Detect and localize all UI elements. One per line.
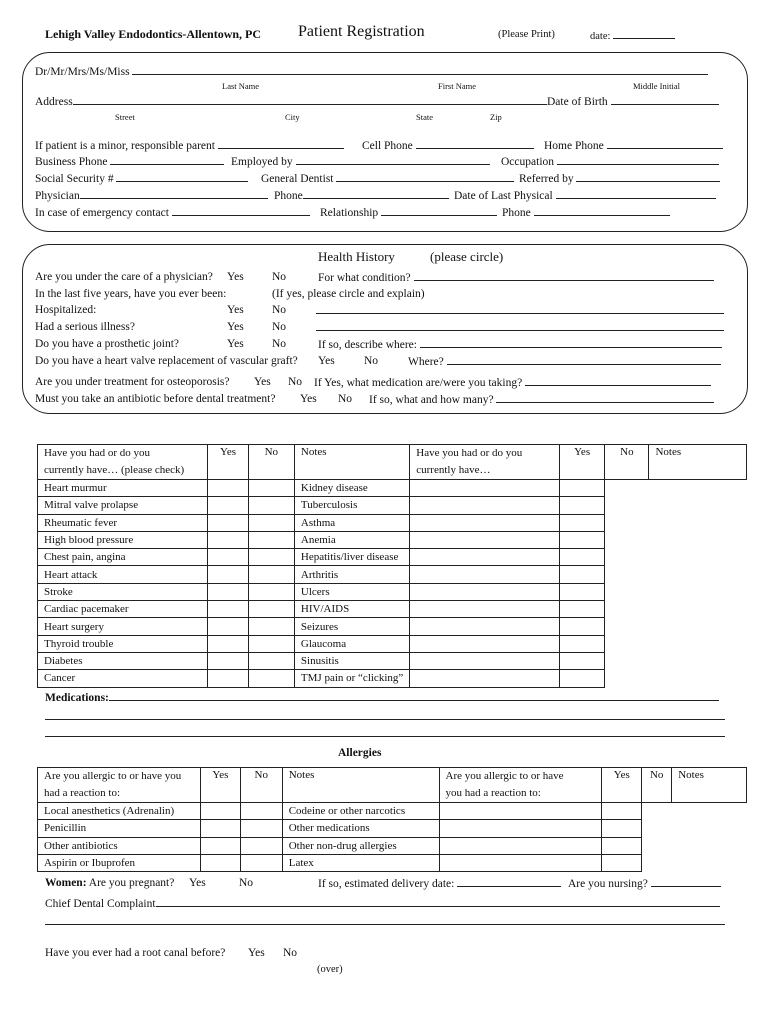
conditions-right-header-line1: Have you had or do you	[416, 447, 523, 459]
condition-no-cell[interactable]	[248, 531, 294, 548]
condition-no-cell[interactable]	[559, 514, 604, 531]
chief-complaint-label: Chief Dental Complaint	[45, 898, 156, 910]
condition-label: Glaucoma	[294, 635, 409, 652]
q-hospitalized-yes[interactable]: Yes	[227, 304, 244, 316]
q-osteo-medication-label: If Yes, what medication are/were you taking?	[314, 377, 523, 389]
condition-no-cell[interactable]	[248, 601, 294, 618]
condition-label: HIV/AIDS	[294, 601, 409, 618]
condition-yes-cell[interactable]	[208, 583, 249, 600]
condition-yes-cell[interactable]	[410, 670, 560, 687]
allergy-label: Codeine or other narcotics	[282, 803, 439, 820]
allergy-label: Other medications	[282, 820, 439, 837]
name-label: Dr/Mr/Mrs/Ms/Miss	[35, 66, 130, 78]
condition-no-cell[interactable]	[559, 635, 604, 652]
condition-yes-cell[interactable]	[208, 670, 249, 687]
condition-label: Stroke	[38, 583, 208, 600]
street-caption: Street	[115, 112, 135, 122]
general-dentist-label: General Dentist	[261, 173, 334, 185]
delivery-date-field[interactable]	[318, 877, 561, 890]
allergies-right-notes[interactable]: Notes	[672, 768, 747, 803]
last-physical-label: Date of Last Physical	[454, 190, 553, 202]
allergies-left-header-line1: Are you allergic to or have you	[44, 770, 182, 782]
conditions-no-header: No	[248, 445, 294, 480]
business-phone-field[interactable]	[35, 155, 224, 168]
nursing-label: Are you nursing?	[568, 878, 648, 890]
q-condition-label: For what condition?	[318, 272, 411, 284]
condition-yes-cell[interactable]	[410, 601, 560, 618]
condition-no-cell[interactable]	[248, 652, 294, 669]
print-note: (Please Print)	[498, 29, 555, 40]
allergies-no-header: No	[240, 768, 282, 803]
condition-yes-cell[interactable]	[208, 549, 249, 566]
allergy-yes-cell[interactable]	[200, 803, 240, 820]
relationship-label: Relationship	[320, 207, 379, 219]
condition-no-cell[interactable]	[559, 618, 604, 635]
allergy-yes-cell[interactable]	[439, 803, 602, 820]
chief-complaint-field[interactable]	[45, 897, 720, 910]
q-last-five-years: In the last five years, have you ever been:	[35, 288, 227, 300]
root-canal-no[interactable]: No	[283, 947, 298, 959]
condition-no-cell[interactable]	[559, 652, 604, 669]
condition-yes-cell[interactable]	[208, 497, 249, 514]
allergy-yes-cell[interactable]	[200, 854, 240, 871]
zip-caption: Zip	[490, 112, 502, 122]
occupation-field[interactable]	[501, 155, 719, 168]
q-antibiotic-what[interactable]	[369, 393, 714, 406]
condition-label: Arthritis	[294, 566, 409, 583]
table-row	[38, 497, 747, 514]
condition-label: Anemia	[294, 531, 409, 548]
condition-no-cell[interactable]	[248, 549, 294, 566]
physician-field[interactable]	[35, 189, 268, 202]
dob-label: Date of Birth	[547, 96, 608, 108]
q-osteo-yes[interactable]: Yes	[254, 376, 271, 388]
table-row	[38, 820, 747, 837]
table-row	[38, 803, 747, 820]
allergies-right-header	[439, 768, 602, 803]
emergency-phone-field[interactable]	[502, 206, 670, 219]
employed-by-field[interactable]	[231, 155, 490, 168]
q-osteo-medication[interactable]	[314, 376, 711, 389]
condition-no-cell[interactable]	[248, 635, 294, 652]
q-prosthetic-where[interactable]	[318, 338, 722, 351]
allergy-yes-cell[interactable]	[439, 820, 602, 837]
condition-no-cell[interactable]	[559, 531, 604, 548]
conditions-table	[37, 444, 747, 688]
allergy-no-cell[interactable]	[602, 820, 642, 837]
physician-phone-field[interactable]	[274, 189, 449, 202]
nursing-field[interactable]	[568, 877, 721, 890]
q-illness-yes[interactable]: Yes	[227, 321, 244, 333]
table-row	[38, 583, 747, 600]
q-valve-where[interactable]	[408, 355, 721, 368]
condition-yes-cell[interactable]	[208, 635, 249, 652]
name-field[interactable]	[35, 65, 708, 78]
condition-no-cell[interactable]	[248, 497, 294, 514]
q-physician-yes[interactable]: Yes	[227, 271, 244, 283]
conditions-right-no-header: No	[605, 445, 649, 480]
condition-label: TMJ pain or “clicking”	[294, 670, 409, 687]
conditions-right-notes[interactable]: Notes	[649, 445, 747, 480]
q-antibiotic-yes[interactable]: Yes	[300, 393, 317, 405]
allergies-right-no-header: No	[642, 768, 672, 803]
q-antibiotic-no[interactable]: No	[338, 393, 353, 405]
root-canal-yes[interactable]: Yes	[248, 947, 265, 959]
delivery-date-label: If so, estimated delivery date:	[318, 878, 455, 890]
table-row	[38, 549, 747, 566]
pregnant-no[interactable]: No	[239, 877, 254, 889]
condition-yes-cell[interactable]	[208, 601, 249, 618]
condition-label: Hepatitis/liver disease	[294, 549, 409, 566]
q-physician-no[interactable]: No	[272, 271, 287, 283]
allergies-left-header-line2: had a reaction to:	[44, 787, 121, 799]
condition-no-cell[interactable]	[559, 480, 604, 497]
condition-yes-cell[interactable]	[208, 618, 249, 635]
employed-by-label: Employed by	[231, 156, 293, 168]
table-row	[38, 652, 747, 669]
referred-by-field[interactable]	[519, 172, 720, 185]
minor-parent-field[interactable]	[35, 139, 344, 152]
condition-label: Rheumatic fever	[38, 514, 208, 531]
condition-no-cell[interactable]	[248, 514, 294, 531]
condition-yes-cell[interactable]	[410, 514, 560, 531]
allergies-table	[37, 767, 747, 872]
condition-label: High blood pressure	[38, 531, 208, 548]
condition-yes-cell[interactable]	[208, 480, 249, 497]
condition-yes-cell[interactable]	[410, 531, 560, 548]
condition-label: Tuberculosis	[294, 497, 409, 514]
condition-no-cell[interactable]	[559, 601, 604, 618]
q-illness-explain[interactable]	[316, 321, 724, 334]
table-row	[38, 566, 747, 583]
business-phone-label: Business Phone	[35, 156, 108, 168]
q-antibiotic-what-label: If so, what and how many?	[369, 394, 494, 406]
condition-no-cell[interactable]	[559, 497, 604, 514]
pregnant-yes[interactable]: Yes	[189, 877, 206, 889]
condition-label: Cardiac pacemaker	[38, 601, 208, 618]
table-row	[38, 635, 747, 652]
medications-label: Medications:	[45, 692, 109, 704]
allergy-label: Latex	[282, 854, 439, 871]
last-name-caption: Last Name	[222, 81, 260, 91]
root-canal-question: Have you ever had a root canal before?	[45, 947, 226, 959]
allergy-yes-cell[interactable]	[439, 837, 602, 854]
ssn-label: Social Security #	[35, 173, 114, 185]
chief-complaint-line-2[interactable]	[45, 915, 725, 928]
address-field[interactable]	[35, 95, 547, 108]
allergy-no-cell[interactable]	[602, 803, 642, 820]
home-phone-field[interactable]	[544, 139, 723, 152]
q-condition-field[interactable]	[318, 271, 714, 284]
condition-yes-cell[interactable]	[208, 566, 249, 583]
address-label: Address	[35, 96, 73, 108]
q-valve-no[interactable]: No	[364, 355, 379, 367]
q-hospitalized-no[interactable]: No	[272, 304, 287, 316]
q-antibiotic: Must you take an antibiotic before dental treatment?	[35, 393, 276, 405]
condition-label: Sinusitis	[294, 652, 409, 669]
q-illness-no[interactable]: No	[272, 321, 287, 333]
medications-line-3[interactable]	[45, 727, 725, 740]
condition-yes-cell[interactable]	[208, 514, 249, 531]
q-hospitalized: Hospitalized:	[35, 304, 97, 316]
allergy-yes-cell[interactable]	[439, 854, 602, 871]
table-row	[38, 514, 747, 531]
allergy-no-cell[interactable]	[240, 803, 282, 820]
q-valve-where-label: Where?	[408, 356, 444, 368]
q-osteoporosis: Are you under treatment for osteoporosis?	[35, 376, 230, 388]
cell-phone-label: Cell Phone	[362, 140, 413, 152]
state-caption: State	[416, 112, 433, 122]
physician-phone-label: Phone	[274, 190, 303, 202]
physician-label: Physician	[35, 190, 80, 202]
allergy-no-cell[interactable]	[240, 837, 282, 854]
medications-field[interactable]	[45, 691, 719, 704]
q-hospitalized-explain[interactable]	[316, 304, 724, 317]
condition-no-cell[interactable]	[248, 566, 294, 583]
table-row	[38, 480, 747, 497]
conditions-right-yes-header: Yes	[559, 445, 604, 480]
conditions-left-header-line1: Have you had or do you	[44, 447, 151, 459]
q-prosthetic: Do you have a prosthetic joint?	[35, 338, 180, 350]
condition-yes-cell[interactable]	[410, 497, 560, 514]
condition-label: Mitral valve prolapse	[38, 497, 208, 514]
allergies-left-header	[38, 768, 201, 803]
conditions-left-notes[interactable]: Notes	[294, 445, 409, 480]
condition-label: Seizures	[294, 618, 409, 635]
medications-line-2[interactable]	[45, 710, 725, 723]
allergy-label: Other antibiotics	[38, 837, 201, 854]
condition-no-cell[interactable]	[248, 480, 294, 497]
page-title: Patient Registration	[298, 23, 425, 40]
allergies-title: Allergies	[338, 747, 382, 759]
date-label: date:	[590, 31, 611, 42]
date-field[interactable]	[590, 29, 675, 42]
conditions-right-header-line2: currently have…	[416, 464, 491, 476]
table-row	[38, 531, 747, 548]
condition-yes-cell[interactable]	[208, 531, 249, 548]
conditions-left-header	[38, 445, 208, 480]
condition-label: Cancer	[38, 670, 208, 687]
allergies-right-header-line1: Are you allergic to or have	[445, 770, 564, 782]
condition-no-cell[interactable]	[559, 549, 604, 566]
allergy-no-cell[interactable]	[602, 854, 642, 871]
pregnant-question: Are you pregnant?	[88, 877, 175, 889]
health-history-title: Health History	[318, 249, 395, 264]
ssn-field[interactable]	[35, 172, 248, 185]
condition-yes-cell[interactable]	[410, 583, 560, 600]
condition-label: Ulcers	[294, 583, 409, 600]
conditions-left-header-line2: currently have… (please check)	[44, 464, 185, 476]
city-caption: City	[285, 112, 300, 122]
condition-yes-cell[interactable]	[410, 652, 560, 669]
condition-no-cell[interactable]	[559, 670, 604, 687]
allergy-label: Penicillin	[38, 820, 201, 837]
allergy-label: Aspirin or Ibuprofen	[38, 854, 201, 871]
condition-yes-cell[interactable]	[410, 549, 560, 566]
allergy-no-cell[interactable]	[602, 837, 642, 854]
q-heart-valve: Do you have a heart valve replacement of vascular graft?	[35, 355, 298, 367]
cell-phone-field[interactable]	[362, 139, 534, 152]
table-row	[38, 837, 747, 854]
practice-name: Lehigh Valley Endodontics-Allentown, PC	[45, 27, 262, 41]
over-note: (over)	[317, 964, 343, 975]
home-phone-label: Home Phone	[544, 140, 604, 152]
allergy-label: Other non-drug allergies	[282, 837, 439, 854]
condition-label: Kidney disease	[294, 480, 409, 497]
q-valve-yes[interactable]: Yes	[318, 355, 335, 367]
table-row	[38, 854, 747, 871]
condition-label: Heart murmur	[38, 480, 208, 497]
emergency-phone-label: Phone	[502, 207, 531, 219]
women-label: Women:	[45, 877, 87, 889]
condition-yes-cell[interactable]	[410, 618, 560, 635]
first-name-caption: First Name	[438, 81, 477, 91]
condition-no-cell[interactable]	[248, 583, 294, 600]
middle-initial-caption: Middle Initial	[633, 81, 680, 91]
condition-label: Heart surgery	[38, 618, 208, 635]
condition-yes-cell[interactable]	[410, 480, 560, 497]
allergies-right-header-line2: you had a reaction to:	[445, 787, 541, 799]
emergency-contact-label: In case of emergency contact	[35, 207, 169, 219]
allergy-yes-cell[interactable]	[200, 837, 240, 854]
condition-no-cell[interactable]	[248, 670, 294, 687]
women-section	[45, 877, 174, 889]
general-dentist-field[interactable]	[261, 172, 514, 185]
condition-no-cell[interactable]	[559, 583, 604, 600]
conditions-yes-header: Yes	[208, 445, 249, 480]
q-serious-illness: Had a serious illness?	[35, 321, 135, 333]
allergies-left-notes[interactable]: Notes	[282, 768, 439, 803]
emergency-contact-field[interactable]	[35, 206, 310, 219]
relationship-field[interactable]	[320, 206, 497, 219]
condition-label: Heart attack	[38, 566, 208, 583]
allergy-label: Local anesthetics (Adrenalin)	[38, 803, 201, 820]
conditions-right-header	[410, 445, 560, 480]
condition-label: Thyroid trouble	[38, 635, 208, 652]
condition-yes-cell[interactable]	[410, 566, 560, 583]
table-row	[38, 618, 747, 635]
q-osteo-no[interactable]: No	[288, 376, 303, 388]
q-prosthetic-where-label: If so, describe where:	[318, 339, 417, 351]
q-prosthetic-no[interactable]: No	[272, 338, 287, 350]
allergies-right-yes-header: Yes	[602, 768, 642, 803]
condition-yes-cell[interactable]	[208, 652, 249, 669]
table-row	[38, 601, 747, 618]
allergy-no-cell[interactable]	[240, 854, 282, 871]
condition-label: Chest pain, angina	[38, 549, 208, 566]
condition-yes-cell[interactable]	[410, 635, 560, 652]
q-last-five-years-note: (If yes, please circle and explain)	[272, 288, 425, 300]
allergies-yes-header: Yes	[200, 768, 240, 803]
minor-parent-label: If patient is a minor, responsible parent	[35, 140, 215, 152]
dob-field[interactable]	[547, 95, 719, 108]
condition-no-cell[interactable]	[559, 566, 604, 583]
table-row	[38, 670, 747, 687]
q-physician-care: Are you under the care of a physician?	[35, 271, 213, 283]
referred-by-label: Referred by	[519, 173, 574, 185]
last-physical-field[interactable]	[454, 189, 716, 202]
q-prosthetic-yes[interactable]: Yes	[227, 338, 244, 350]
condition-no-cell[interactable]	[248, 618, 294, 635]
health-history-subtitle: (please circle)	[430, 249, 504, 264]
occupation-label: Occupation	[501, 156, 555, 168]
allergy-no-cell[interactable]	[240, 820, 282, 837]
allergy-yes-cell[interactable]	[200, 820, 240, 837]
condition-label: Diabetes	[38, 652, 208, 669]
condition-label: Asthma	[294, 514, 409, 531]
